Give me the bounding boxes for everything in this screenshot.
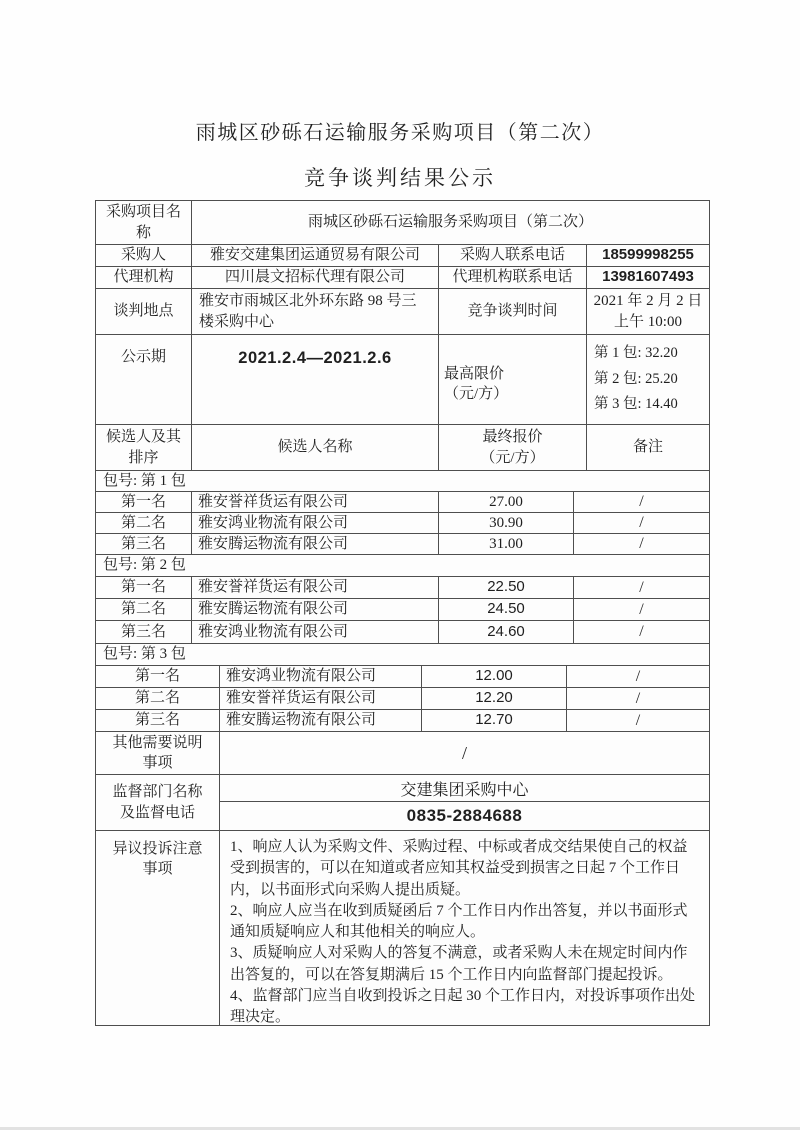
rank-cell: 第二名 (120, 514, 166, 531)
note-cell: / (573, 492, 709, 512)
package-label-row (96, 555, 709, 577)
max-price-pkg3: 第 3 包: 14.40 (594, 396, 678, 413)
table-row (96, 267, 709, 289)
table-row (96, 621, 709, 644)
supervision-department: 交建集团采购中心 (220, 775, 709, 802)
complaint-item-3: 3、质疑响应人对采购人的答复不满意，或者采购人未在规定时间内作出答复的，可以在答复期满后 15 个工作日内向监督部门提起投诉。 (230, 945, 688, 983)
agency-label: 代理机构 (113, 269, 174, 286)
supervision-phone: 0835-2884688 (406, 806, 523, 825)
rank-cell: 第一名 (120, 493, 166, 510)
other-notes-value: / (219, 732, 709, 774)
table-row (96, 577, 709, 599)
table-row (96, 513, 709, 534)
page-title: 雨城区砂砾石运输服务采购项目（第二次） (195, 122, 605, 144)
rank-cell: 第二名 (120, 601, 166, 618)
max-price-label (438, 335, 586, 424)
complaint-item-1: 1、响应人认为采购文件、采购过程、中标或者成交结果使自己的权益受到损害的，可以在知道或者应知其权益受到损害之日起 7 个工作日内，以书面形式向采购人提出质疑。 (230, 839, 688, 898)
table-row (96, 599, 709, 621)
package-label-row (96, 471, 709, 492)
table-row (96, 688, 709, 710)
price-cell: 12.20 (421, 688, 566, 709)
agency-phone-label: 代理机构联系电话 (438, 267, 586, 288)
purchaser-phone-value: 18599998255 (586, 245, 709, 266)
table-row (96, 335, 709, 425)
price-header-line2: （元/方） (480, 449, 545, 466)
note-cell: / (566, 688, 709, 709)
note-column-header: 备注 (586, 425, 709, 470)
purchaser-value: 雅安交建集团运通贸易有限公司 (191, 245, 438, 266)
supervision-label: 监督部门名称及监督电话 (112, 784, 203, 821)
table-row (96, 492, 709, 513)
package-2-label: 包号: 第 2 包 (103, 557, 186, 574)
note-cell: / (573, 534, 709, 554)
project-name-label: 采购项目名称 (105, 204, 181, 241)
table-row (96, 245, 709, 267)
page-subtitle: 竞争谈判结果公示 (304, 166, 496, 190)
venue-value: 雅安市雨城区北外环东路 98 号三楼采购中心 (191, 289, 438, 334)
note-cell: / (573, 599, 709, 620)
rank-cell: 第三名 (134, 712, 180, 729)
price-cell: 22.50 (438, 577, 573, 598)
note-cell: / (573, 513, 709, 533)
candidate-name-cell: 雅安鸿业物流有限公司 (191, 621, 438, 643)
purchaser-label: 采购人 (120, 247, 166, 264)
table-row (96, 666, 709, 688)
max-price-values (586, 335, 709, 424)
candidate-name-cell: 雅安鸿业物流有限公司 (219, 666, 421, 687)
package-3-label: 包号: 第 3 包 (103, 646, 186, 663)
price-cell: 31.00 (438, 534, 573, 554)
table-row (96, 710, 709, 732)
result-table (95, 200, 710, 1026)
table-row (96, 289, 709, 335)
table-row (96, 831, 709, 1025)
table-row (96, 201, 709, 245)
candidate-name-cell: 雅安鸿业物流有限公司 (191, 513, 438, 533)
package-1-label: 包号: 第 1 包 (103, 472, 186, 489)
venue-label: 谈判地点 (113, 303, 174, 320)
candidate-name-cell: 雅安腾运物流有限公司 (191, 599, 438, 620)
max-price-pkg2: 第 2 包: 25.20 (594, 370, 678, 387)
rank-column-header: 候选人及其排序 (105, 429, 181, 466)
candidate-name-cell: 雅安誉祥货运有限公司 (219, 688, 421, 709)
price-cell: 30.90 (438, 513, 573, 533)
price-header-line1: 最终报价 (482, 429, 543, 446)
agency-value: 四川晨文招标代理有限公司 (191, 267, 438, 288)
rank-cell: 第三名 (120, 535, 166, 552)
price-cell: 12.00 (421, 666, 566, 687)
complaint-label: 异议投诉注意事项 (112, 841, 203, 878)
candidate-name-cell: 雅安誉祥货运有限公司 (191, 577, 438, 598)
table-row (96, 732, 709, 775)
candidate-name-cell: 雅安誉祥货运有限公司 (191, 492, 438, 512)
note-cell: / (566, 710, 709, 731)
negotiation-time-label: 竞争谈判时间 (438, 289, 586, 334)
price-column-header (438, 425, 586, 470)
project-name-value: 雨城区砂砾石运输服务采购项目（第二次） (191, 201, 709, 244)
max-price-label-line1: 最高限价 (444, 365, 505, 382)
rank-cell: 第二名 (134, 690, 180, 707)
max-price-pkg1: 第 1 包: 32.20 (594, 345, 678, 361)
publicity-period-value: 2021.2.4—2021.2.6 (191, 335, 438, 424)
rank-cell: 第三名 (120, 623, 166, 640)
table-row (96, 775, 709, 831)
agency-phone-value: 13981607493 (586, 267, 709, 288)
price-cell: 12.70 (421, 710, 566, 731)
price-cell: 24.60 (438, 621, 573, 643)
candidate-name-cell: 雅安腾运物流有限公司 (219, 710, 421, 731)
complaint-item-4: 4、监督部门应当自收到投诉之日起 30 个工作日内，对投诉事项作出处理决定。 (230, 988, 696, 1025)
name-column-header: 候选人名称 (191, 425, 438, 470)
note-cell: / (566, 666, 709, 687)
package-label-row (96, 644, 709, 666)
publicity-label: 公示期 (120, 349, 166, 365)
supervision-values (219, 775, 709, 830)
max-price-label-line2: （元/方） (444, 386, 509, 402)
purchaser-phone-label: 采购人联系电话 (438, 245, 586, 266)
table-header-row (96, 425, 709, 471)
negotiation-time-value: 2021 年 2 月 2 日上午 10:00 (586, 289, 709, 334)
complaint-item-2: 2、响应人应当在收到质疑函后 7 个工作日内作出答复，并以书面形式通知质疑响应人和其他相关的响应人。 (230, 902, 688, 941)
note-cell: / (573, 621, 709, 643)
candidate-name-cell: 雅安腾运物流有限公司 (191, 534, 438, 554)
rank-cell: 第一名 (120, 579, 166, 596)
price-cell: 27.00 (438, 492, 573, 512)
other-notes-label: 其他需要说明事项 (112, 734, 203, 771)
rank-cell: 第一名 (134, 668, 180, 685)
price-cell: 24.50 (438, 599, 573, 620)
document-header (0, 116, 800, 192)
complaint-body (219, 831, 709, 1025)
note-cell: / (573, 577, 709, 598)
table-row (96, 534, 709, 555)
